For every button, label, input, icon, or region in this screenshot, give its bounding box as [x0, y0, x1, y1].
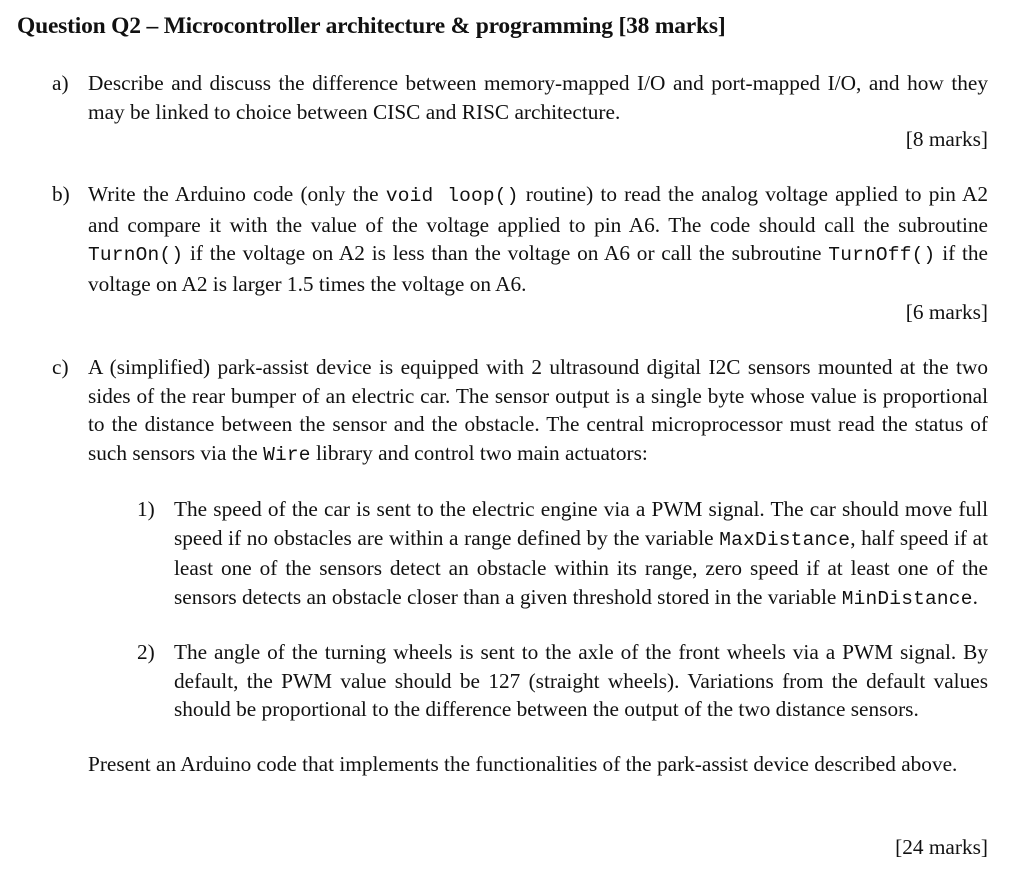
- item-1-text-segment: , half speed if at least one of the sensors detect an obstacle within its range, zero speed if at least one of the sensors detects an obstacle closer than a given threshold stored in the variable: [174, 525, 988, 610]
- part-b-marks: [6 marks]: [905, 300, 988, 324]
- part-c-item-1: [137, 495, 988, 614]
- code-turn-off: TurnOff(): [828, 244, 936, 267]
- part-b-label: b): [52, 182, 70, 206]
- part-c-text: [88, 353, 988, 470]
- item-2-text: The angle of the turning wheels is sent to the axle of the front wheels via a PWM signal. By default, the PWM value should be 127 (straight wheels). Variations from the default values should be proportional to the difference between the output of the two distance sensors.: [174, 640, 988, 722]
- item-1-text-segment: .: [972, 585, 978, 610]
- part-c-item-2: [137, 638, 988, 724]
- part-a-text: Describe and discuss the difference between memory-mapped I/O and port-mapped I/O, and how they may be linked to choice between CISC and RISC architecture.: [88, 71, 988, 124]
- part-b-text-segment: routine) to read the analog voltage applied to pin A2 and compare it with the value of the voltage applied to pin A6. The code should call the subroutine: [88, 182, 988, 237]
- item-2-label: 2): [137, 640, 155, 664]
- part-a-marks: [8 marks]: [905, 127, 988, 151]
- code-max-distance: MaxDistance: [719, 528, 851, 551]
- part-b: [52, 180, 988, 299]
- item-1-text-segment: The speed of the car is sent to the electric engine via a PWM signal. The car should move full speed if no obstacles are within a range defined by the variable: [174, 497, 988, 550]
- part-c-text-segment: A (simplified) park-assist device is equipped with 2 ultrasound digital I2C sensors mounted at the two sides of the rear bumper of an electric car. The sensor output is a single byte whose value is proportional to the distance between the sensor and the obstacle. The central microprocessor must read the status of such sensors via the: [88, 355, 988, 466]
- item-1-label: 1): [137, 497, 155, 521]
- question-title: Question Q2 – Microcontroller architecture & programming [38 marks]: [17, 13, 726, 39]
- part-a: [52, 69, 988, 126]
- code-void-loop: void loop(): [385, 185, 519, 207]
- part-c-closing: Present an Arduino code that implements the functionalities of the park-assist device described above.: [88, 752, 958, 776]
- part-b-text: [88, 180, 988, 299]
- part-c-label: c): [52, 355, 69, 379]
- part-a-label: a): [52, 71, 69, 95]
- part-c-marks: [24 marks]: [895, 835, 988, 859]
- part-b-text-segment: Write the Arduino code (only the: [88, 182, 386, 206]
- code-min-distance: MinDistance: [841, 588, 973, 611]
- code-wire: Wire: [263, 444, 311, 467]
- part-b-text-segment: if the voltage on A2 is larger 1.5 times the voltage on A6.: [88, 241, 988, 297]
- code-turn-on: TurnOn(): [88, 244, 184, 267]
- part-b-text-segment: if the voltage on A2 is less than the voltage on A6 or call the subroutine: [183, 241, 829, 266]
- part-c-text-segment: library and control two main actuators:: [310, 441, 648, 466]
- item-1-text: [174, 495, 988, 614]
- part-c: [52, 353, 988, 470]
